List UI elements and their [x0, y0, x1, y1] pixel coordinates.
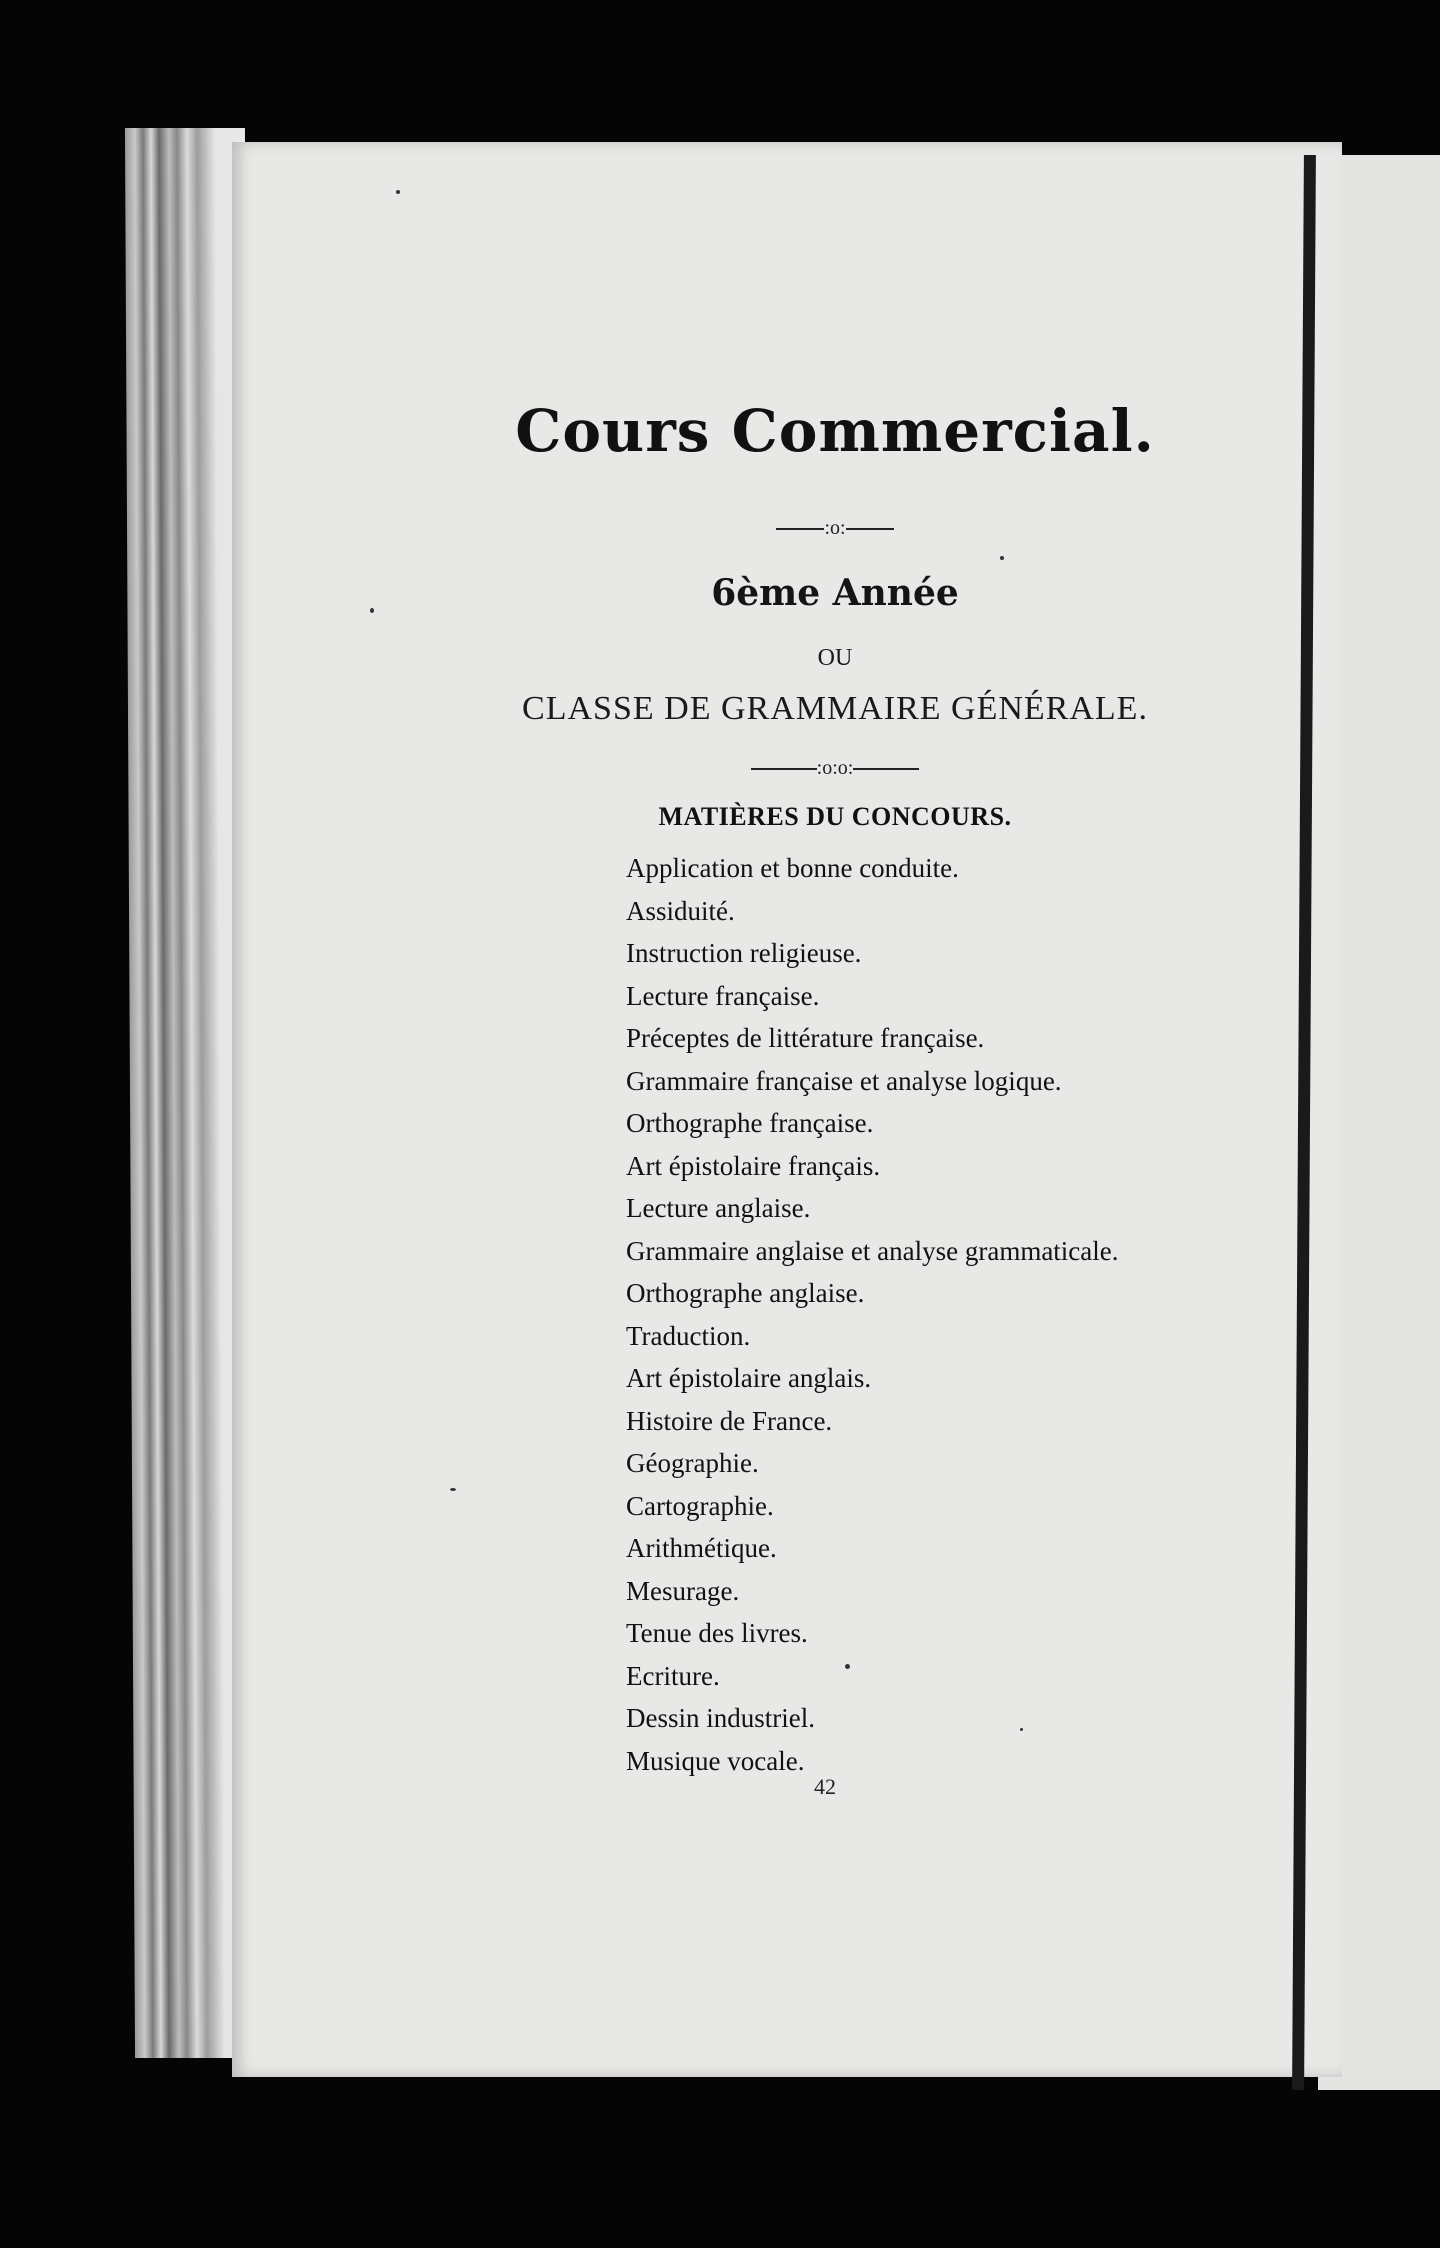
list-item: Préceptes de littérature française.: [626, 1023, 985, 1053]
separator-mark: :o:o:: [816, 757, 854, 779]
list-item: Application et bonne conduite.: [626, 853, 959, 883]
scan-speck: [396, 190, 400, 194]
list-item: Histoire de France.: [626, 1405, 833, 1436]
separator-rule-right: [853, 768, 919, 770]
list-item: Ecriture.: [626, 1660, 720, 1691]
connector-word: OU: [817, 645, 853, 671]
section-heading: MATIÈRES DU CONCOURS.: [658, 802, 1012, 831]
separator-mark: :o:: [824, 517, 846, 539]
list-item: Instruction religieuse.: [626, 938, 862, 968]
list-item: Orthographe française.: [626, 1108, 874, 1138]
separator-rule-left: [776, 528, 824, 530]
scan-speck: [1000, 556, 1004, 560]
list-item: Grammaire anglaise et analyse grammaticale.: [626, 1235, 1119, 1266]
list-item: Assiduité.: [626, 895, 735, 926]
page-number: 42: [814, 1774, 836, 1799]
ornament-separator: [232, 517, 1298, 540]
list-item: Cartographie.: [626, 1490, 774, 1521]
separator-rule-right: [846, 528, 894, 530]
list-item: Dessin industriel.: [626, 1703, 815, 1733]
subject-list: [626, 847, 1119, 1782]
separator-rule-left: [751, 768, 817, 770]
class-name-heading: CLASSE DE GRAMMAIRE GÉNÉRALE.: [522, 690, 1148, 727]
page-title: Cours Commercial.: [515, 397, 1155, 465]
list-item: Grammaire française et analyse logique.: [626, 1065, 1062, 1096]
scan-speck: [370, 608, 374, 613]
list-item: Traduction.: [626, 1320, 751, 1351]
list-item: Tenue des livres.: [626, 1618, 808, 1648]
list-item: Lecture française.: [626, 980, 820, 1011]
list-item: Mesurage.: [626, 1575, 740, 1606]
scan-speck: [1020, 1728, 1023, 1731]
list-item: Art épistolaire français.: [626, 1150, 881, 1181]
ornament-separator: [232, 757, 1298, 780]
page-content: [232, 142, 1298, 2077]
scan-speck: [450, 1488, 456, 1491]
list-item: Orthographe anglaise.: [626, 1278, 865, 1308]
list-item: Art épistolaire anglais.: [626, 1363, 872, 1393]
year-heading: 6ème Année: [711, 572, 959, 614]
list-item: Arithmétique.: [626, 1533, 777, 1563]
scan-speck: [845, 1664, 850, 1669]
list-item: Géographie.: [626, 1448, 759, 1478]
list-item: Musique vocale.: [626, 1745, 805, 1776]
list-item: Lecture anglaise.: [626, 1193, 811, 1223]
